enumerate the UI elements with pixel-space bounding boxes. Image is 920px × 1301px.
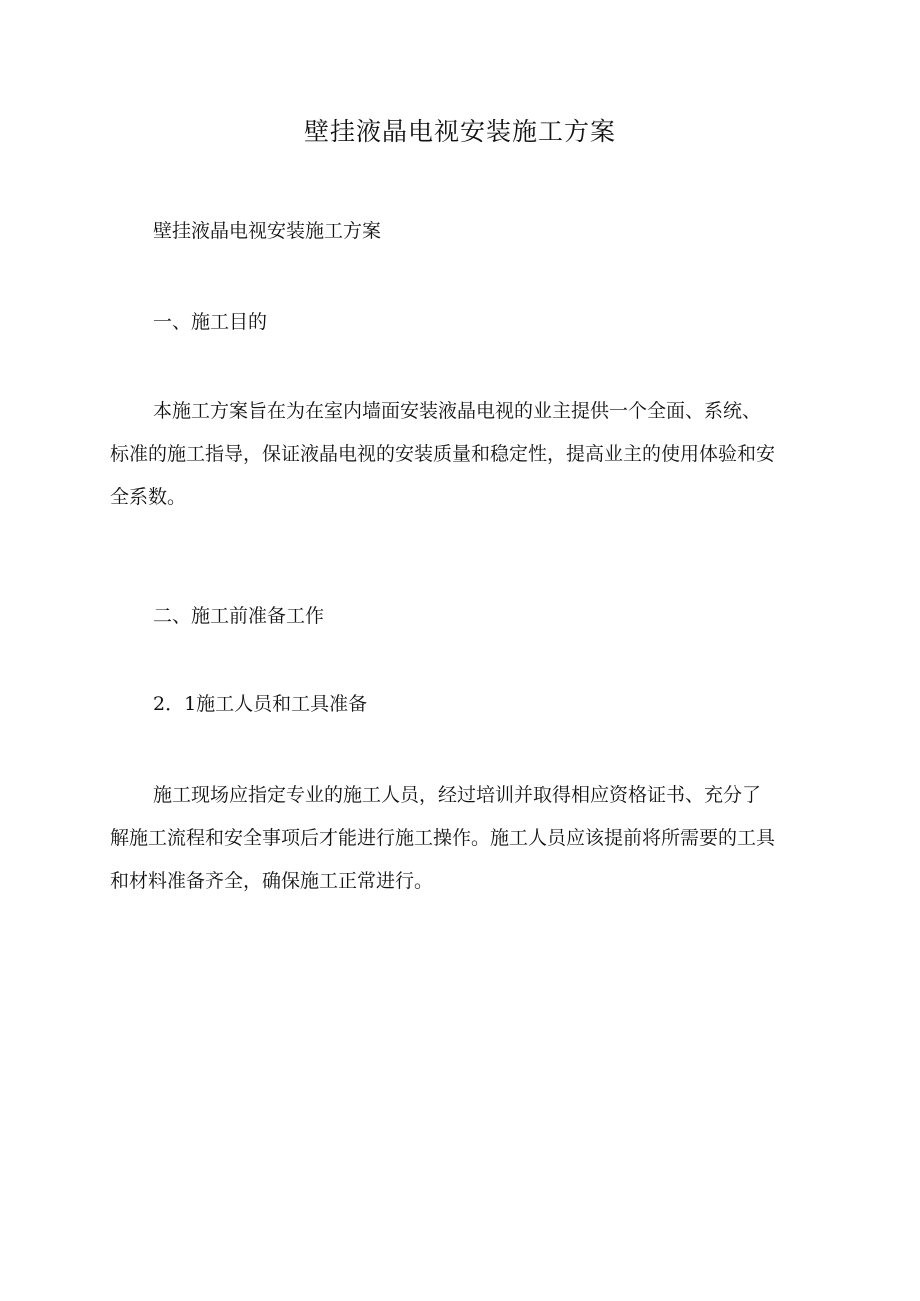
section-1-body	[110, 392, 810, 521]
section-1-heading: 一、施工目的	[153, 311, 268, 333]
body-line: 全系数。	[110, 486, 187, 508]
body-line: 标准的施工指导，保证液晶电视的安装质量和稳定性，提高业主的使用体验和安	[110, 443, 776, 465]
body-line: 本施工方案旨在为在室内墙面安装液晶电视的业主提供一个全面、系统、	[153, 400, 762, 422]
section-2-heading: 二、施工前准备工作	[153, 605, 325, 627]
subsection-2-1-body	[110, 776, 810, 905]
body-line: 和材料准备齐全，确保施工正常进行。	[110, 870, 434, 892]
subsection-2-1-heading: 2．1施工人员和工具准备	[153, 693, 368, 715]
document-subtitle: 壁挂液晶电视安装施工方案	[153, 220, 382, 242]
body-line: 施工现场应指定专业的施工人员，经过培训并取得相应资格证书、充分了	[153, 784, 762, 806]
page-title: 壁挂液晶电视安装施工方案	[303, 117, 616, 146]
body-line: 解施工流程和安全事项后才能进行施工操作。施工人员应该提前将所需要的工具	[110, 827, 776, 849]
